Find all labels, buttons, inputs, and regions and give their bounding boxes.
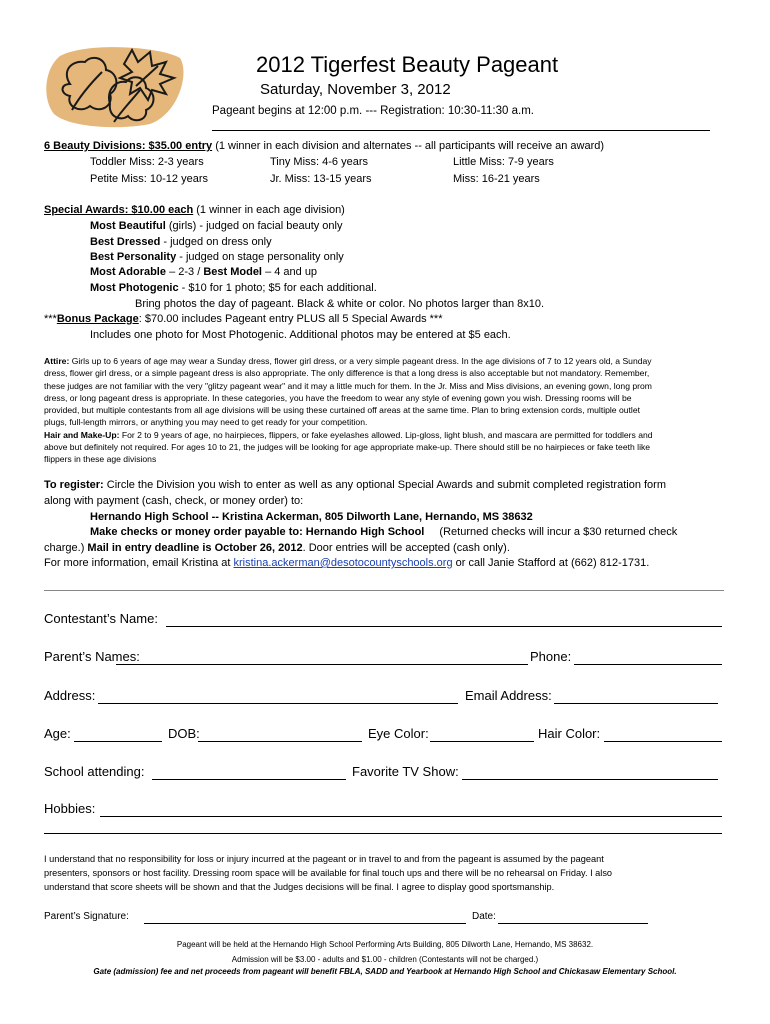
address-label: Address: <box>44 688 96 703</box>
special-heading-row <box>44 204 345 216</box>
email-label: Email Address: <box>465 688 552 703</box>
bonus-package: ***Bonus Package: $70.00 includes Pageant entry PLUS all 5 Special Awards *** <box>44 313 443 325</box>
register-line2: along with payment (cash, check, or money order) to: <box>44 495 304 507</box>
email-field[interactable] <box>554 703 718 704</box>
payable-line: Make checks or money order payable to: Hernando High School (Returned checks will incur a $30 returned check <box>90 526 678 538</box>
special-heading: Special Awards: $10.00 each <box>44 204 194 216</box>
award-most-photogenic: Most Photogenic - $10 for 1 photo; $5 for each additional. <box>90 282 377 294</box>
email-link[interactable]: kristina.ackerman@desotocountyschools.org <box>233 557 453 569</box>
parents-label: Parent’s Names: <box>44 649 140 664</box>
info-line: For more information, email Kristina at kristina.ackerman@desotocountyschools.org or call Janie Stafford at (662) 812-1731. <box>44 557 650 569</box>
contestant-label: Contestant’s Name: <box>44 611 158 626</box>
divisions-heading-row <box>44 140 604 152</box>
event-date: Saturday, November 3, 2012 <box>260 81 451 98</box>
hair-color-label: Hair Color: <box>538 726 601 741</box>
phone-label: Phone: <box>530 649 572 664</box>
bonus-note: Includes one photo for Most Photogenic. Additional photos may be entered at $5 each. <box>90 329 511 341</box>
signature-label: Parent’s Signature: <box>44 911 129 922</box>
division-toddler: Toddler Miss: 2-3 years <box>90 156 204 168</box>
disclaimer: I understand that no responsibility for loss or injury incurred at the pageant or in travel to and from the pageant is assumed by the pageant presenters, sponsors or host facility. Dressing room space will be available for final touch ups and there will be no rehearsal on Friday. I also understand that score sheets will be shown and that the Judges decisions will be final. I agree to display good sportsmanship. <box>44 854 613 892</box>
eye-color-field[interactable] <box>430 741 534 742</box>
division-tiny: Tiny Miss: 4-6 years <box>270 156 369 168</box>
signature-field[interactable] <box>144 923 466 924</box>
division-jr: Jr. Miss: 13-15 years <box>270 173 372 185</box>
hair-color-field[interactable] <box>604 741 722 742</box>
award-most-beautiful: Most Beautiful (girls) - judged on facial beauty only <box>90 220 343 232</box>
eye-color-label: Eye Color: <box>368 726 429 741</box>
school-label: School attending: <box>44 764 145 779</box>
photogenic-note: Bring photos the day of pageant. Black & white or color. No photos larger than 8x10. <box>135 298 545 310</box>
tv-show-label: Favorite TV Show: <box>352 764 459 779</box>
footer-beneficiaries: Gate (admission) fee and net proceeds from pageant will benefit FBLA, SADD and Yearbook at Hernando High School and Chickasaw Elementary School. <box>93 967 677 976</box>
age-label: Age: <box>44 726 71 741</box>
footer-admission: Admission will be $3.00 - adults and $1.00 - children (Contestants will not be charged.) <box>231 955 539 964</box>
tv-show-field[interactable] <box>462 779 718 780</box>
hobbies-field[interactable] <box>100 816 722 817</box>
award-adorable-model: Most Adorable – 2-3 / Best Model – 4 and up <box>90 266 318 278</box>
leaf-logo <box>40 44 190 128</box>
division-petite: Petite Miss: 10-12 years <box>90 173 208 185</box>
header-rule <box>212 130 710 131</box>
special-note: (1 winner in each age division) <box>196 204 345 216</box>
register-line1: To register: Circle the Division you wish to enter as well as any optional Special Awards and submit completed registration form <box>44 479 666 491</box>
parents-name-field[interactable] <box>116 664 528 665</box>
dob-label: DOB: <box>168 726 200 741</box>
section-divider <box>44 590 724 591</box>
award-best-dressed: Best Dressed - judged on dress only <box>90 236 272 248</box>
mailing-address: Hernando High School -- Kristina Ackerman, 805 Dilworth Lane, Hernando, MS 38632 <box>90 511 533 523</box>
division-little: Little Miss: 7-9 years <box>453 156 554 168</box>
age-field[interactable] <box>74 741 162 742</box>
contestant-name-field[interactable] <box>166 626 722 627</box>
date-label: Date: <box>472 911 496 922</box>
hobbies-field-line2[interactable] <box>44 833 722 834</box>
phone-field[interactable] <box>574 664 722 665</box>
hobbies-label: Hobbies: <box>44 801 96 816</box>
divisions-note: (1 winner in each division and alternates -- all participants will receive an award) <box>215 140 605 152</box>
footer-location: Pageant will be held at the Hernando High School Performing Arts Building, 805 Dilworth Lane, Hernando, MS 38632. <box>176 940 594 949</box>
deadline-line: charge.) Mail in entry deadline is October 26, 2012. Door entries will be accepted (cash only). <box>44 542 510 554</box>
event-times: Pageant begins at 12:00 p.m. --- Registration: 10:30-11:30 a.m. <box>212 105 534 117</box>
school-field[interactable] <box>152 779 346 780</box>
award-best-personality: Best Personality - judged on stage personality only <box>90 251 344 263</box>
page-title: 2012 Tigerfest Beauty Pageant <box>256 52 559 77</box>
division-miss: Miss: 16-21 years <box>453 173 540 185</box>
dob-field[interactable] <box>198 741 362 742</box>
attire-paragraph: Attire: Girls up to 6 years of age may wear a Sunday dress, flower girl dress, or a very simple pageant dress. In the age divisions of 7 to 12 years old, a Sunday dress, flower girl dress, or a simple pageant dress is also appropriate. The only difference is that a long dress is also acceptable but not mandatory. Remember, these judges are not familiar with the very "glitzy pageant wear" and it may a little much for them. In the Jr. Miss and Miss divisions, an evening gown, long prom dress, or long pageant dress is appropriate. In these categories, you have the freedom to wear any style of evening gown you wish. Dressing rooms will be provided, but multiple contestants from all age divisions will be using these curtained off areas at the same time. Plan to bring extension cords, multiple outlet plugs, full-length mirrors, or anything you may need to get ready for your competition. Hair and Make-Up: For 2 to 9 years of age, no hairpieces, flippers, or fake eyelashes allowed. Lip-gloss, light blush, and mascara are permitted for toddlers and above but definitely not required. For ages 10 to 21, the judges will be looking for age appropriate make-up. There should still be no hairpieces or fake teeth like flippers in these age divisions <box>44 356 653 465</box>
date-field[interactable] <box>498 923 648 924</box>
address-field[interactable] <box>98 703 458 704</box>
divisions-heading: 6 Beauty Divisions: $35.00 entry <box>44 140 213 152</box>
